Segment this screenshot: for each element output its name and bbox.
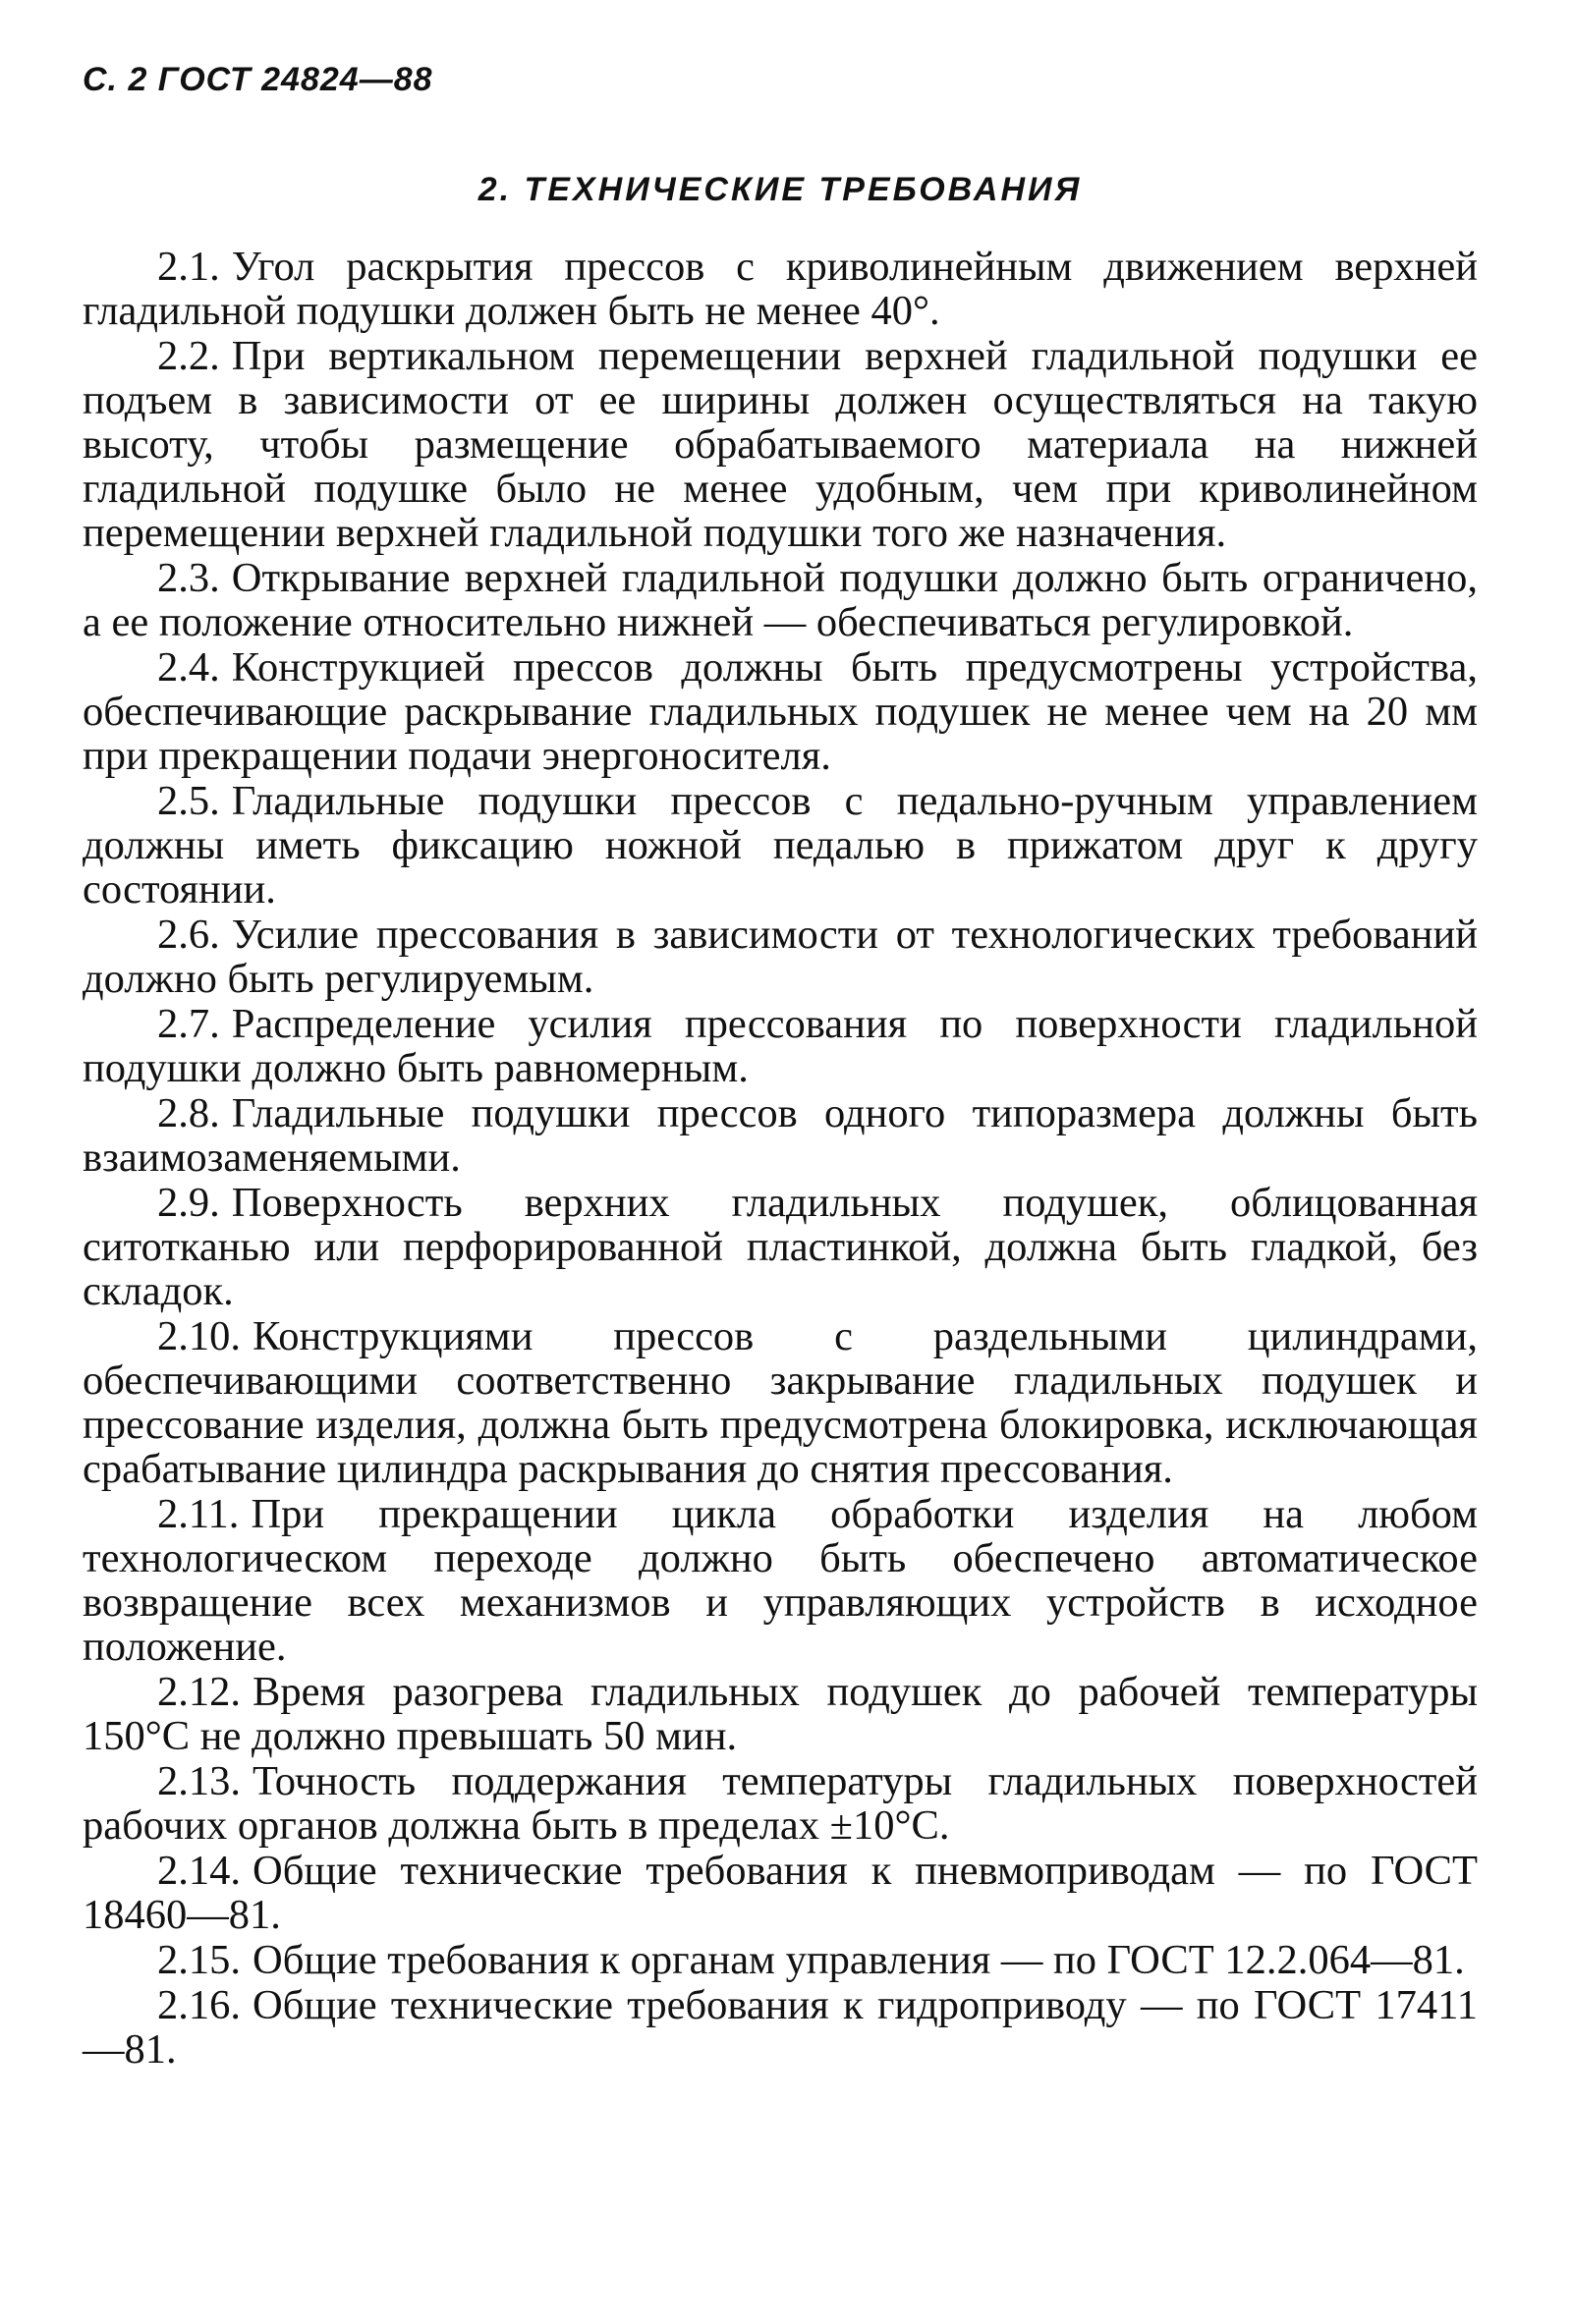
item-text: При прекращении цикла обработки изделия на любом технологическом переходе должно быть обеспечено автоматическое возвращение всех механизмов и управляющих устройств в исходное положение. xyxy=(83,1491,1478,1670)
item-text: Поверхность верхних гладильных подушек, облицованная ситотканью или перфорированной пластинкой, должна быть гладкой, без складок. xyxy=(83,1180,1478,1314)
item-text: Общие технические требования к пневмоприводам — по ГОСТ 18460—81. xyxy=(83,1848,1478,1938)
requirements-list xyxy=(83,245,1478,2072)
item-number: 2.11. xyxy=(157,1491,240,1537)
requirement-item xyxy=(83,913,1478,1001)
item-text: Время разогрева гладильных подушек до рабочей температуры 150°С не должно превышать 50 мин. xyxy=(83,1669,1478,1759)
item-number: 2.6. xyxy=(157,912,220,958)
requirement-item xyxy=(83,1091,1478,1180)
item-text: Усилие прессования в зависимости от технологических требований должно быть регулируемым. xyxy=(83,912,1478,1002)
requirement-item xyxy=(83,556,1478,644)
item-number: 2.3. xyxy=(157,555,220,601)
requirement-item xyxy=(83,779,1478,912)
item-number: 2.12. xyxy=(157,1669,241,1715)
requirement-item xyxy=(83,1849,1478,1937)
item-number: 2.2. xyxy=(157,333,220,379)
document-page xyxy=(83,61,1478,2073)
item-text: При вертикальном перемещении верхней гладильной подушки ее подъем в зависимости от ее ширины должен осуществляться на такую высоту, чтобы размещение обрабатываемого материала на нижней гладильной подушке было не менее удобным, чем при криволинейном перемещении верхней гладильной подушки того же назначения. xyxy=(83,333,1478,556)
item-text: Гладильные подушки прессов одного типоразмера должны быть взаимозаменяемыми. xyxy=(83,1090,1478,1181)
requirement-item xyxy=(83,1181,1478,1313)
item-text: Распределение усилия прессования по поверхности гладильной подушки должно быть равномерным. xyxy=(83,1001,1478,1091)
requirement-item xyxy=(83,1314,1478,1491)
item-text: Общие требования к органам управления — по ГОСТ 12.2.064—81. xyxy=(253,1937,1465,1983)
item-number: 2.7. xyxy=(157,1001,220,1047)
item-text: Точность поддержания температуры гладильных поверхностей рабочих органов должна быть в пределах ±10°С. xyxy=(83,1758,1478,1849)
requirement-item xyxy=(83,1492,1478,1669)
requirement-item xyxy=(83,1759,1478,1848)
item-number: 2.8. xyxy=(157,1090,220,1136)
requirement-item xyxy=(83,334,1478,555)
item-number: 2.1. xyxy=(157,244,220,290)
item-number: 2.15. xyxy=(157,1937,241,1983)
item-number: 2.4. xyxy=(157,644,220,691)
page-header: С. 2 ГОСТ 24824—88 xyxy=(83,61,433,98)
item-text: Конструкциями прессов с раздельными цилиндрами, обеспечивающими соответственно закрывание гладильных подушек и прессование изделия, должна быть предусмотрена блокировка, исключающая срабатывание цилиндра раскрывания до снятия прессования. xyxy=(83,1313,1478,1492)
item-text: Конструкцией прессов должны быть предусмотрены устройства, обеспечивающие раскрывание гладильных подушек не менее чем на 20 мм при прекращении подачи энергоносителя. xyxy=(83,644,1478,779)
item-text: Угол раскрытия прессов с криволинейным движением верхней гладильной подушки должен быть не менее 40°. xyxy=(83,244,1478,334)
requirement-item xyxy=(83,1670,1478,1758)
item-number: 2.13. xyxy=(157,1758,241,1804)
item-text: Гладильные подушки прессов с педально-ручным управлением должны иметь фиксацию ножной педалью в прижатом друг к другу состоянии. xyxy=(83,778,1478,913)
item-number: 2.14. xyxy=(157,1848,241,1894)
section-title: 2. ТЕХНИЧЕСКИЕ ТРЕБОВАНИЯ xyxy=(477,171,1083,208)
requirement-item xyxy=(83,1002,1478,1090)
item-number: 2.16. xyxy=(157,1982,241,2028)
requirement-item xyxy=(83,1938,1478,1982)
item-number: 2.5. xyxy=(157,778,220,824)
requirement-item xyxy=(83,645,1478,778)
requirement-item xyxy=(83,1983,1478,2072)
item-text: Открывание верхней гладильной подушки должно быть ограничено, а ее положение относительно нижней — обеспечиваться регулировкой. xyxy=(83,555,1478,645)
item-text: Общие технические требования к гидроприводу — по ГОСТ 17411—81. xyxy=(83,1982,1478,2073)
requirement-item xyxy=(83,245,1478,333)
item-number: 2.9. xyxy=(157,1180,220,1226)
item-number: 2.10. xyxy=(157,1313,241,1359)
